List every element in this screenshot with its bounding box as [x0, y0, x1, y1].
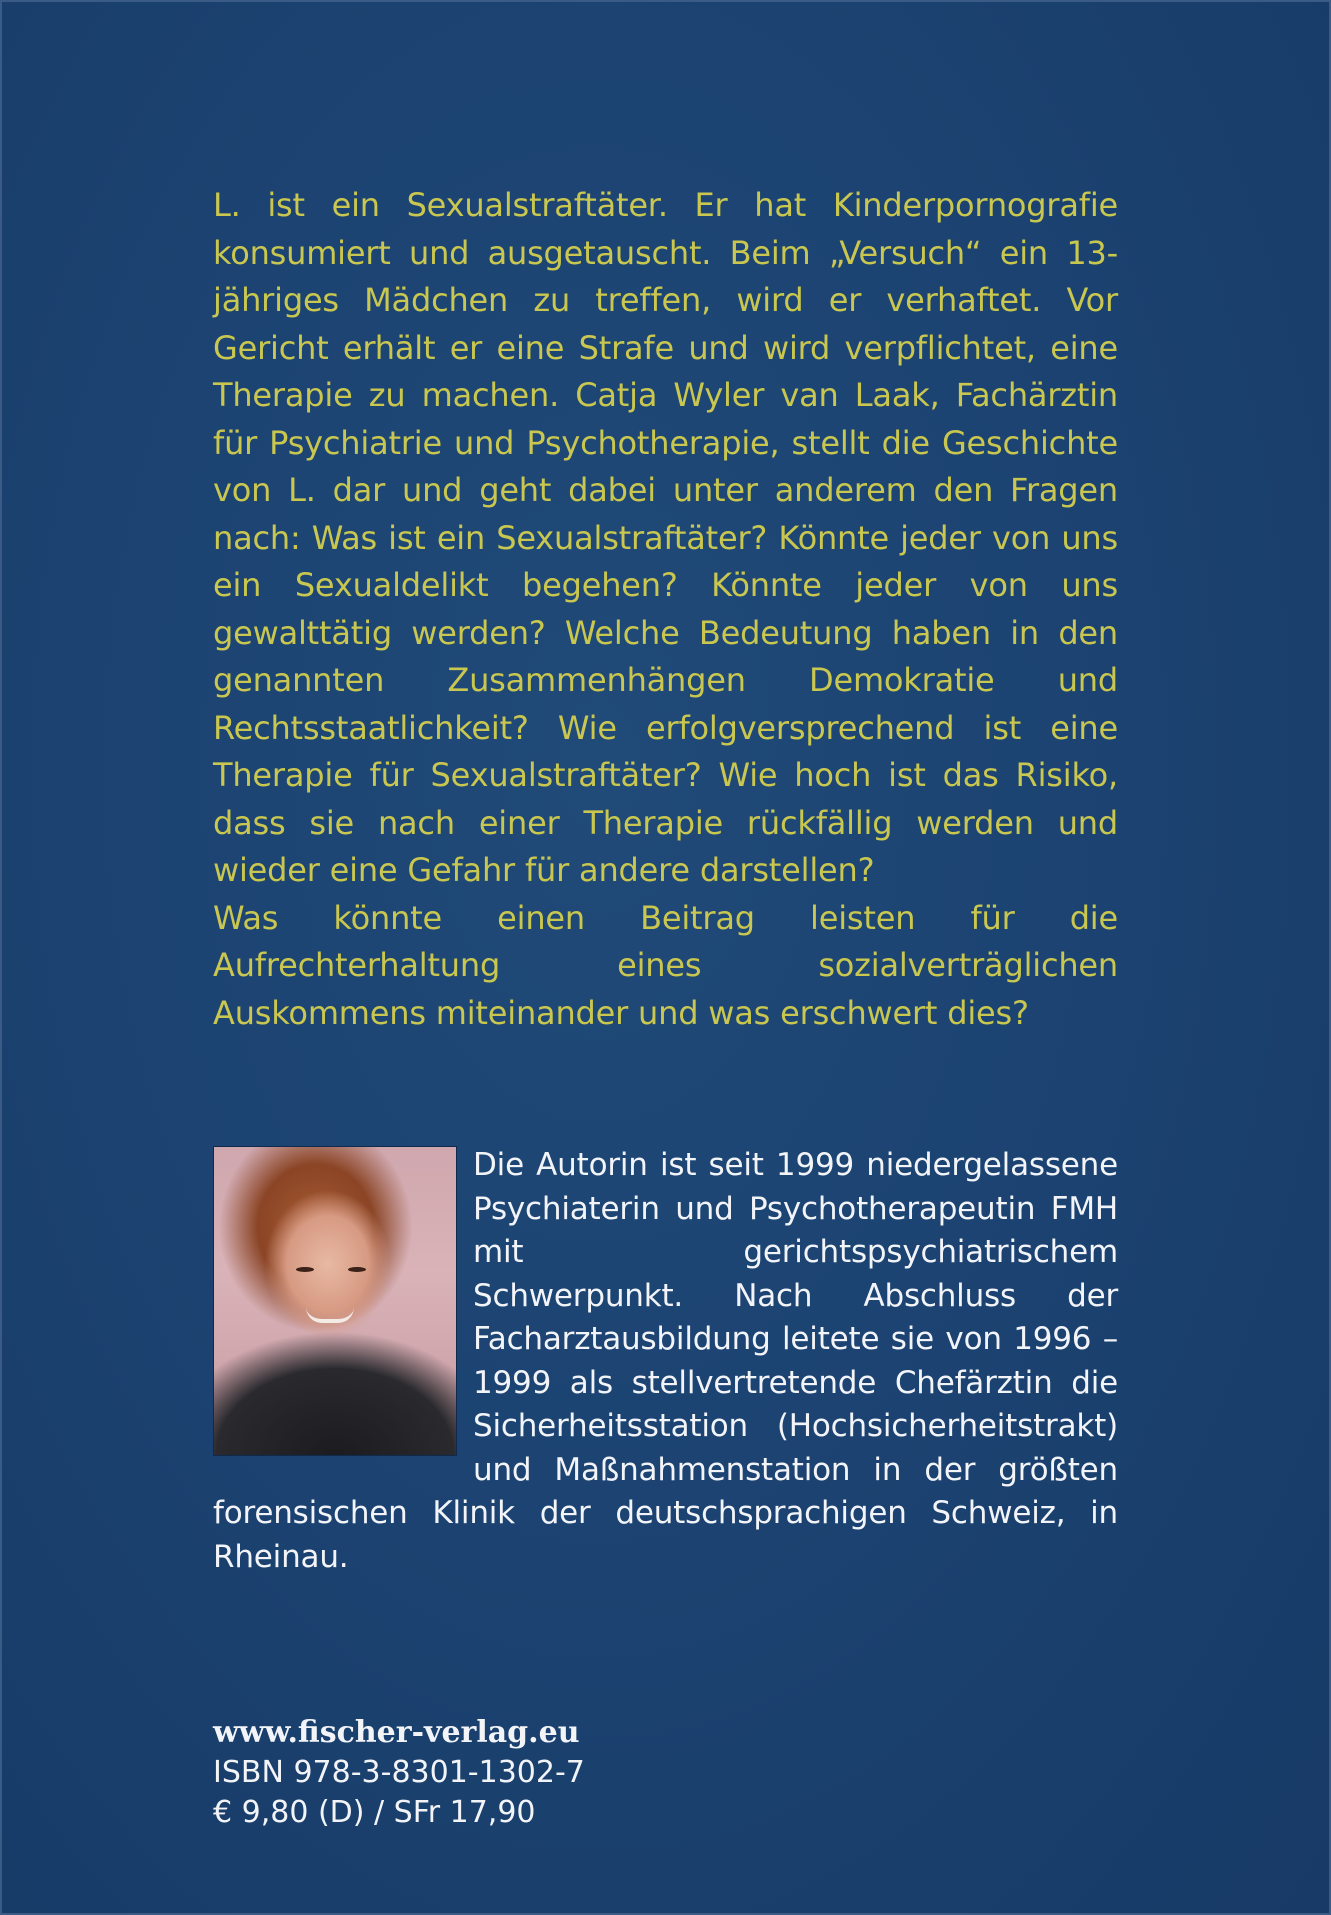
price: € 9,80 (D) / SFr 17,90 [213, 1795, 536, 1830]
blurb-text [213, 182, 1118, 1037]
author-bio-text: Die Autorin ist seit 1999 niedergelassene Psychiaterin und Psychotherapeutin FMH mit gerichtspsychiatrischem Schwerpunkt. Nach Abschluss der Facharztausbildung leitete sie von 1996 – 1999 als stellvertretende Chefärztin die Sicherheitsstation (Hochsicherheitstrakt) und Maßnahmenstation in der größten forensischen Klinik der deutschsprachigen Schweiz, in Rheinau. [213, 1147, 1118, 1575]
blurb-paragraph-2: Was könnte einen Beitrag leisten für die Aufrechterhaltung eines sozialverträglichen Auskommens miteinander und was erschwert dies? [213, 898, 1118, 1032]
blurb-paragraph-1: L. ist ein Sexualstraftäter. Er hat Kinderpornografie konsumiert und ausgetauscht. Beim „Versuch“ ein 13-jähriges Mädchen zu treffen, wird er verhaftet. Vor Gericht erhält er eine Strafe und wird verpflichtet, eine Therapie zu machen. Catja Wyler van Laak, Fachärztin für Psychiatrie und Psychotherapie, stellt die Geschichte von L. dar und geht dabei unter anderem den Fragen nach: Was ist ein Sexualstraftäter? Könnte jeder von uns ein Sexualdelikt begehen? Könnte jeder von uns gewalttätig werden? Welche Bedeutung haben in den genannten Zusammenhängen Demokratie und Rechtsstaatlichkeit? Wie erfolgversprechend ist eine Therapie für Sexualstraftäter? Wie hoch ist das Risiko, dass sie nach einer Therapie rückfällig werden und wieder eine Gefahr für andere darstellen? [213, 186, 1118, 889]
author-bio [213, 1144, 1118, 1579]
isbn: ISBN 978-3-8301-1302-7 [213, 1755, 585, 1790]
publisher-website: www.fischer-verlag.eu [213, 1715, 580, 1750]
photo-spacer [213, 1144, 473, 1484]
publisher-footer [213, 1713, 585, 1833]
